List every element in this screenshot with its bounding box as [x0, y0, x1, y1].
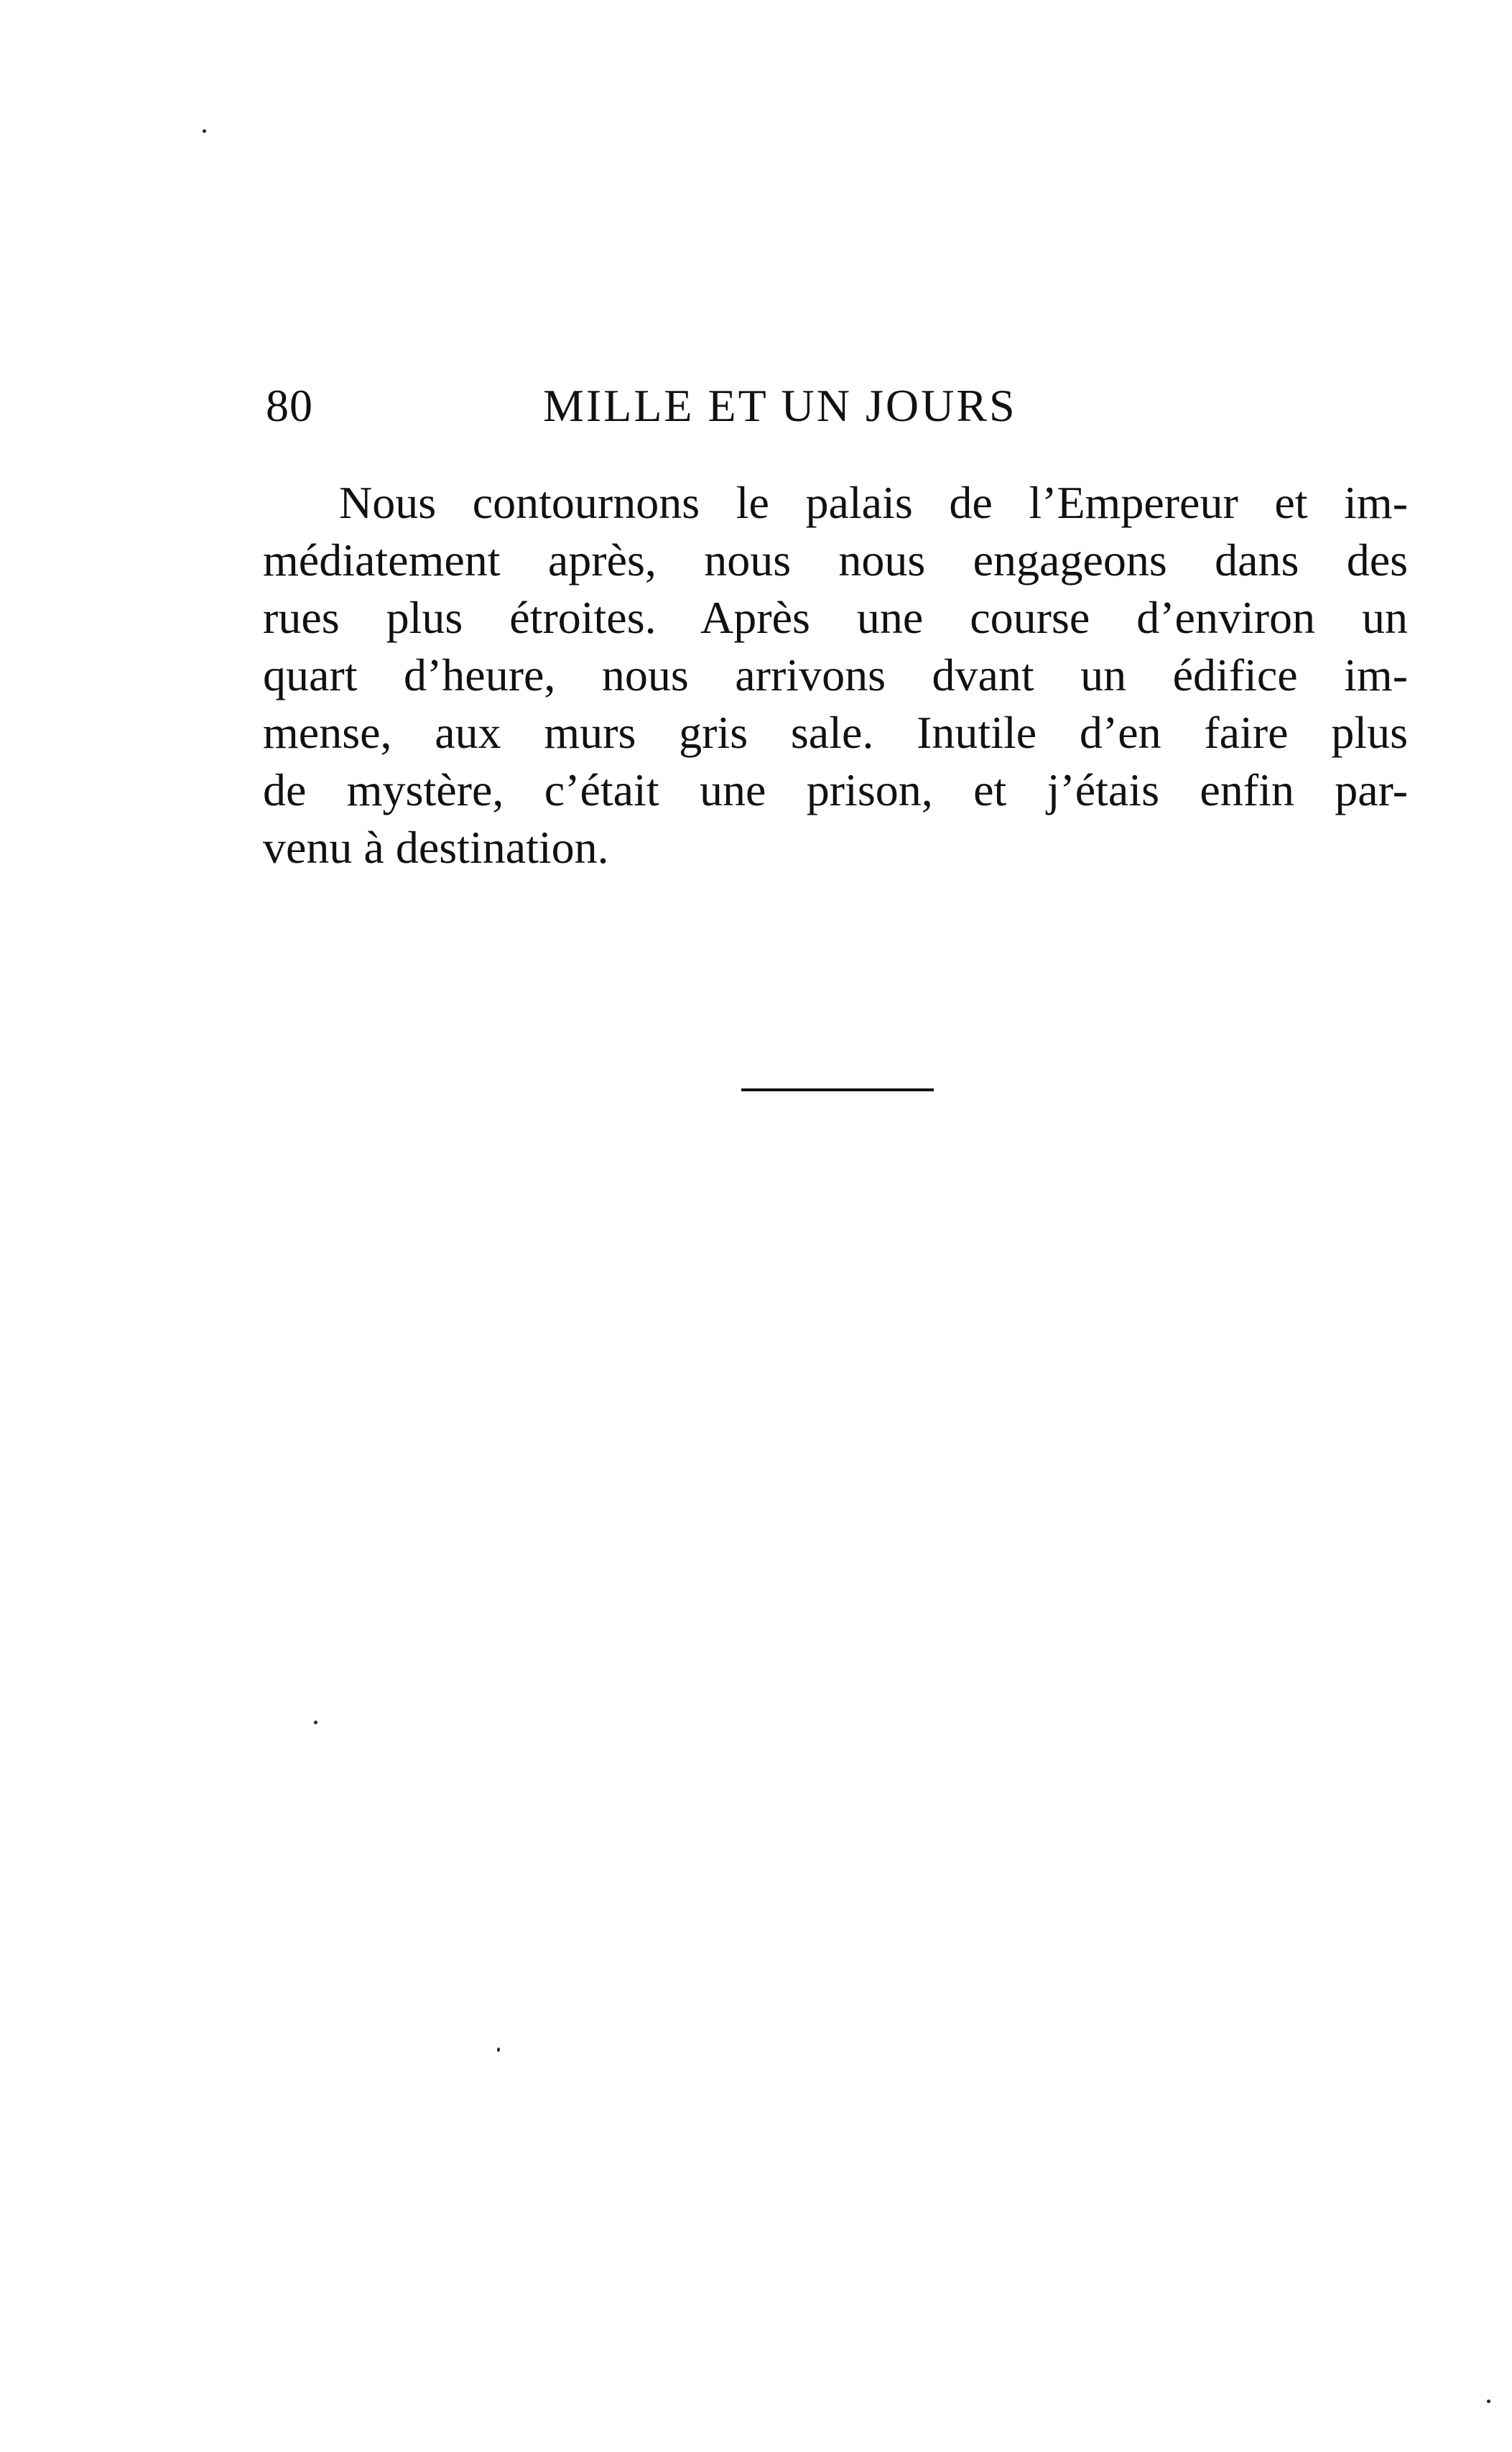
text-line: Nous contournons le palais de l’Empereur et im- [339, 477, 1408, 528]
running-head [266, 374, 1404, 438]
body-paragraph [263, 474, 1408, 876]
section-end-rule [741, 1088, 934, 1091]
text-line: quart d’heure, nous arrivons dvant un édifice im- [263, 649, 1408, 700]
text-line: médiatement après, nous nous engageons dans des [263, 535, 1408, 586]
page-number: 80 [266, 380, 313, 431]
text-line: mense, aux murs gris sale. Inutile d’en faire plus [263, 707, 1408, 758]
scan-speck [497, 2048, 500, 2052]
text-line: de mystère, c’était une prison, et j’étais enfin par- [263, 764, 1408, 815]
scan-speck [314, 1721, 317, 1724]
text-line: rues plus étroites. Après une course d’environ un [263, 592, 1408, 643]
scan-speck [203, 129, 206, 133]
text-line: venu à destination. [263, 822, 609, 873]
running-title: MILLE ET UN JOURS [543, 380, 1017, 431]
scan-speck [1487, 2400, 1490, 2403]
